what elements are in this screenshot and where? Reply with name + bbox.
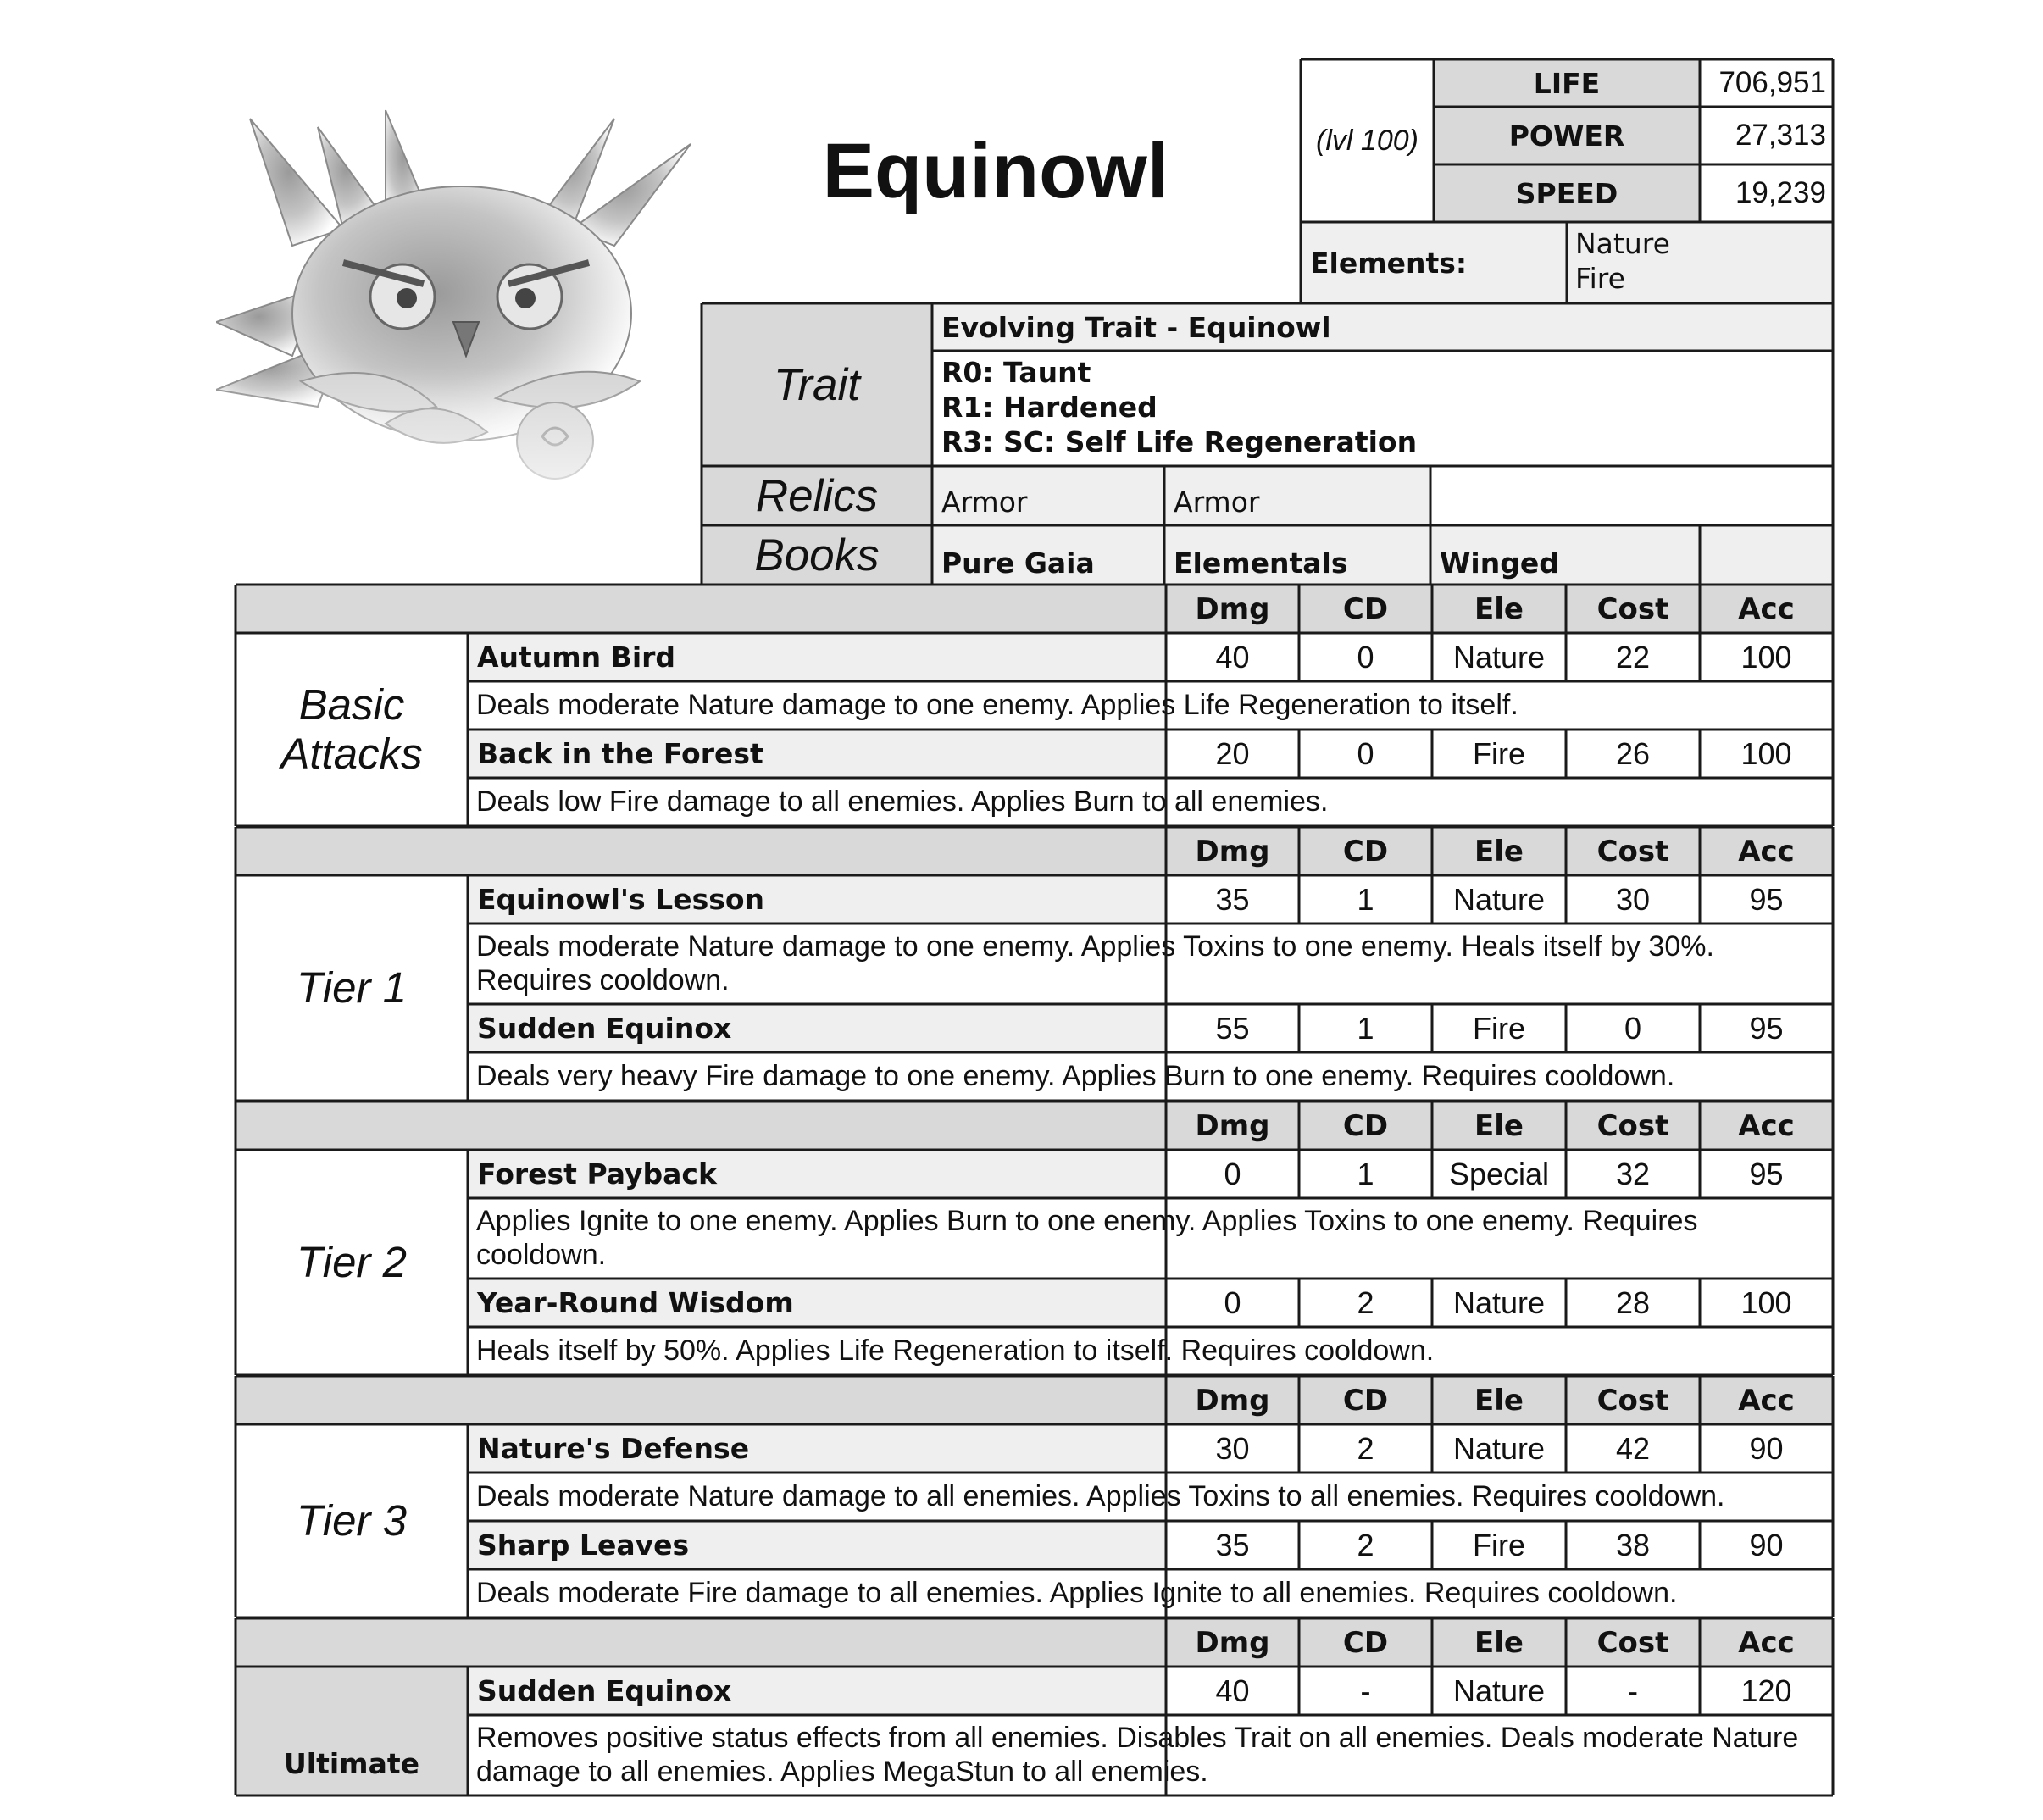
column-header-acc: Acc [1700,1618,1833,1667]
move-acc: 100 [1700,1279,1833,1327]
move-description: Heals itself by 50%. Applies Life Regeneration to itself. Requires cooldown. [468,1327,1833,1375]
move-cd: 1 [1299,1150,1432,1198]
move-name[interactable]: Autumn Bird [468,633,1166,681]
move-name[interactable]: Year-Round Wisdom [468,1279,1166,1327]
move-cost: 38 [1566,1521,1700,1569]
column-header-acc: Acc [1700,585,1833,633]
move-cd: 2 [1299,1521,1432,1569]
column-header-acc: Acc [1700,827,1833,875]
relics-label: Relics [702,466,932,525]
move-acc: 90 [1700,1521,1833,1569]
move-description: Deals very heavy Fire damage to one enemy. Applies Burn to one enemy. Requires cooldown. [468,1052,1833,1101]
move-dmg: 0 [1166,1279,1299,1327]
move-ele: Fire [1432,1004,1566,1052]
move-name[interactable]: Back in the Forest [468,730,1166,778]
section-label: Tier 3 [236,1424,468,1617]
column-header-cost: Cost [1566,1618,1700,1667]
book-2: Elementals [1164,525,1430,585]
move-dmg: 40 [1166,633,1299,681]
move-acc: 100 [1700,730,1833,778]
column-header-acc: Acc [1700,1101,1833,1150]
move-name[interactable]: Sudden Equinox [468,1004,1166,1052]
element-fire: Fire [1575,261,1625,295]
move-cd: - [1299,1667,1432,1715]
move-ele: Fire [1432,730,1566,778]
column-header-ele: Ele [1432,585,1566,633]
trait-rank: R3: SC: Self Life Regeneration [941,424,1418,458]
move-cd: 2 [1299,1279,1432,1327]
column-header-ele: Ele [1432,1376,1566,1424]
move-cost: 0 [1566,1004,1700,1052]
move-cost: 42 [1566,1424,1700,1473]
move-name[interactable]: Nature's Defense [468,1424,1166,1473]
column-header-ele: Ele [1432,1618,1566,1667]
move-name[interactable]: Sharp Leaves [468,1521,1166,1569]
column-header-dmg: Dmg [1166,1101,1299,1150]
move-acc: 95 [1700,1150,1833,1198]
move-cost: 26 [1566,730,1700,778]
elements-label: Elements: [1301,222,1567,303]
element-nature: Nature [1575,227,1670,260]
move-dmg: 20 [1166,730,1299,778]
move-ele: Nature [1432,1667,1566,1715]
move-ele: Nature [1432,1279,1566,1327]
stat-label-power: POWER [1434,107,1700,164]
trait-rank: R0: Taunt [941,356,1091,389]
move-description: Deals moderate Nature damage to one enemy. Applies Toxins to one enemy. Heals itself by 30%. Requires cooldown. [468,924,1833,1004]
stat-label-speed: SPEED [1434,164,1700,222]
book-1: Pure Gaia [932,525,1164,585]
move-cd: 1 [1299,1004,1432,1052]
move-ele: Special [1432,1150,1566,1198]
section-header-blank [236,1618,1166,1667]
move-name[interactable]: Forest Payback [468,1150,1166,1198]
move-description: Deals moderate Nature damage to one enemy. Applies Life Regeneration to itself. [468,681,1833,730]
column-header-cd: CD [1299,585,1432,633]
move-cost: - [1566,1667,1700,1715]
move-acc: 95 [1700,1004,1833,1052]
section-header-blank [236,827,1166,875]
section-label: Tier 1 [236,875,468,1101]
move-dmg: 30 [1166,1424,1299,1473]
move-dmg: 55 [1166,1004,1299,1052]
move-cost: 28 [1566,1279,1700,1327]
column-header-dmg: Dmg [1166,1376,1299,1424]
move-acc: 120 [1700,1667,1833,1715]
move-name[interactable]: Sudden Equinox [468,1667,1166,1715]
book-3: Winged [1430,525,1700,585]
section-header-blank [236,585,1166,633]
move-cd: 2 [1299,1424,1432,1473]
move-description: Removes positive status effects from all enemies. Disables Trait on all enemies. Deals moderate Nature damage to all enemies. Applies MegaStun to all enemies. [468,1715,1833,1795]
move-description: Deals moderate Nature damage to all enemies. Applies Toxins to all enemies. Requires cooldown. [468,1473,1833,1521]
column-header-acc: Acc [1700,1376,1833,1424]
elements-list [1567,222,1833,303]
move-cd: 0 [1299,633,1432,681]
move-description: Deals moderate Fire damage to all enemies. Applies Ignite to all enemies. Requires cooldown. [468,1569,1833,1617]
move-acc: 95 [1700,875,1833,924]
move-description: Applies Ignite to one enemy. Applies Burn to one enemy. Applies Toxins to one enemy. Requires cooldown. [468,1198,1833,1279]
section-label: Tier 2 [236,1150,468,1375]
stat-value-life: 706,951 [1700,59,1833,107]
move-dmg: 40 [1166,1667,1299,1715]
move-cost: 32 [1566,1150,1700,1198]
stat-value-power: 27,313 [1700,107,1833,164]
section-header-blank [236,1101,1166,1150]
move-cd: 1 [1299,875,1432,924]
book-4 [1700,525,1833,585]
move-ele: Nature [1432,875,1566,924]
relic-2: Armor [1164,466,1430,525]
move-dmg: 35 [1166,875,1299,924]
column-header-ele: Ele [1432,1101,1566,1150]
books-label: Books [702,525,932,585]
move-ele: Fire [1432,1521,1566,1569]
column-header-dmg: Dmg [1166,1618,1299,1667]
section-label: Ultimate [236,1667,468,1795]
column-header-cost: Cost [1566,1376,1700,1424]
monster-name: Equinowl [822,128,1169,214]
move-acc: 100 [1700,633,1833,681]
move-cd: 0 [1299,730,1432,778]
column-header-dmg: Dmg [1166,827,1299,875]
column-header-cd: CD [1299,1618,1432,1667]
move-ele: Nature [1432,633,1566,681]
move-cost: 30 [1566,875,1700,924]
column-header-cd: CD [1299,827,1432,875]
trait-ranks [932,351,1833,466]
move-description: Deals low Fire damage to all enemies. Applies Burn to all enemies. [468,778,1833,826]
section-label: Basic Attacks [236,633,468,826]
move-dmg: 35 [1166,1521,1299,1569]
column-header-cd: CD [1299,1376,1432,1424]
relic-3 [1430,466,1833,525]
level-label: (lvl 100) [1301,59,1434,222]
move-name[interactable]: Equinowl's Lesson [468,875,1166,924]
column-header-cd: CD [1299,1101,1432,1150]
column-header-cost: Cost [1566,827,1700,875]
relic-1: Armor [932,466,1164,525]
stat-value-speed: 19,239 [1700,164,1833,222]
move-dmg: 0 [1166,1150,1299,1198]
column-header-cost: Cost [1566,585,1700,633]
column-header-cost: Cost [1566,1101,1700,1150]
move-cost: 22 [1566,633,1700,681]
trait-rank: R1: Hardened [941,390,1158,424]
section-header-blank [236,1376,1166,1424]
move-ele: Nature [1432,1424,1566,1473]
trait-label: Trait [702,303,932,466]
equinowl-portrait [216,102,699,542]
column-header-dmg: Dmg [1166,585,1299,633]
stat-label-life: LIFE [1434,59,1700,107]
move-acc: 90 [1700,1424,1833,1473]
trait-title: Evolving Trait - Equinowl [932,303,1833,351]
column-header-ele: Ele [1432,827,1566,875]
